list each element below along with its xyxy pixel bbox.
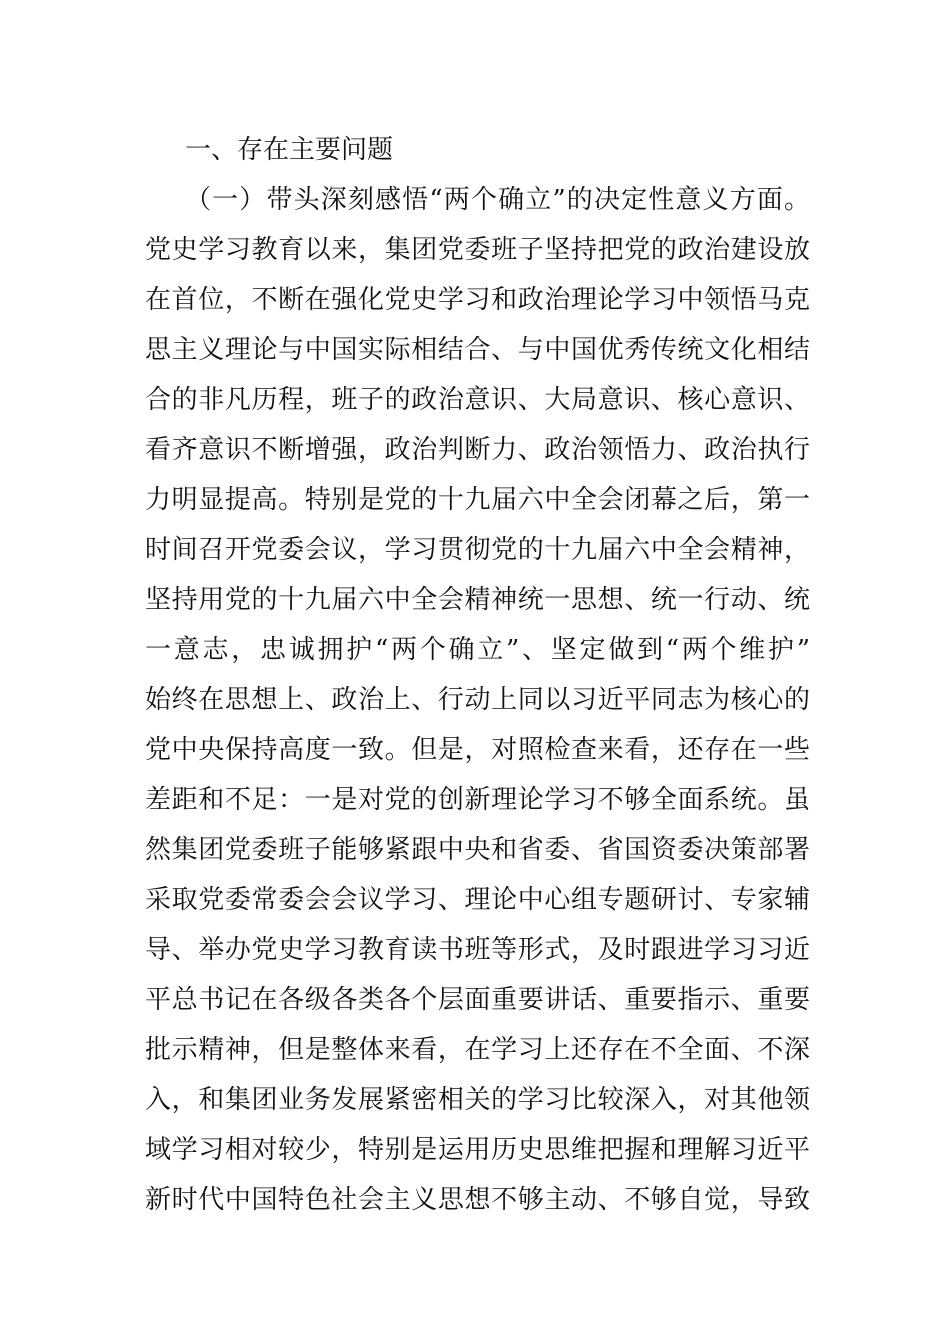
body-line: 然集团党委班子能够紧跟中央和省委、省国资委决策部署 [145, 835, 810, 865]
body-line: 始终在思想上、政治上、行动上同以习近平同志为核心的 [145, 685, 810, 715]
body-line: 看齐意识不断增强，政治判断力、政治领悟力、政治执行 [145, 435, 810, 465]
body-line: 一意志，忠诚拥护“两个确立”、坚定做到“两个维护” [145, 635, 810, 665]
body-line: 入，和集团业务发展紧密相关的学习比较深入，对其他领 [145, 1085, 810, 1115]
body-line: 平总书记在各级各类各个层面重要讲话、重要指示、重要 [145, 985, 810, 1015]
section-heading: 一、存在主要问题 [185, 135, 394, 165]
body-line: 域学习相对较少，特别是运用历史思维把握和理解习近平 [145, 1135, 810, 1165]
subsection-heading: （一）带头深刻感悟“两个确立”的决定性意义方面。 [185, 185, 810, 215]
body-line: 党史学习教育以来，集团党委班子坚持把党的政治建设放 [145, 235, 810, 265]
body-line: 坚持用党的十九届六中全会精神统一思想、统一行动、统 [145, 585, 810, 615]
body-line: 采取党委常委会会议学习、理论中心组专题研讨、专家辅 [145, 885, 810, 915]
body-line: 思主义理论与中国实际相结合、与中国优秀传统文化相结 [145, 335, 810, 365]
body-line: 新时代中国特色社会主义思想不够主动、不够自觉，导致 [145, 1185, 810, 1215]
body-line: 导、举办党史学习教育读书班等形式，及时跟进学习习近 [145, 935, 810, 965]
body-line: 批示精神，但是整体来看，在学习上还存在不全面、不深 [145, 1035, 810, 1065]
body-line: 差距和不足：一是对党的创新理论学习不够全面系统。虽 [145, 785, 810, 815]
body-line: 合的非凡历程，班子的政治意识、大局意识、核心意识、 [145, 385, 810, 415]
body-line: 在首位，不断在强化党史学习和政治理论学习中领悟马克 [145, 285, 810, 315]
body-line: 时间召开党委会议，学习贯彻党的十九届六中全会精神， [145, 535, 810, 565]
body-line: 力明显提高。特别是党的十九届六中全会闭幕之后，第一 [145, 485, 810, 515]
body-line: 党中央保持高度一致。但是，对照检查来看，还存在一些 [145, 735, 810, 765]
